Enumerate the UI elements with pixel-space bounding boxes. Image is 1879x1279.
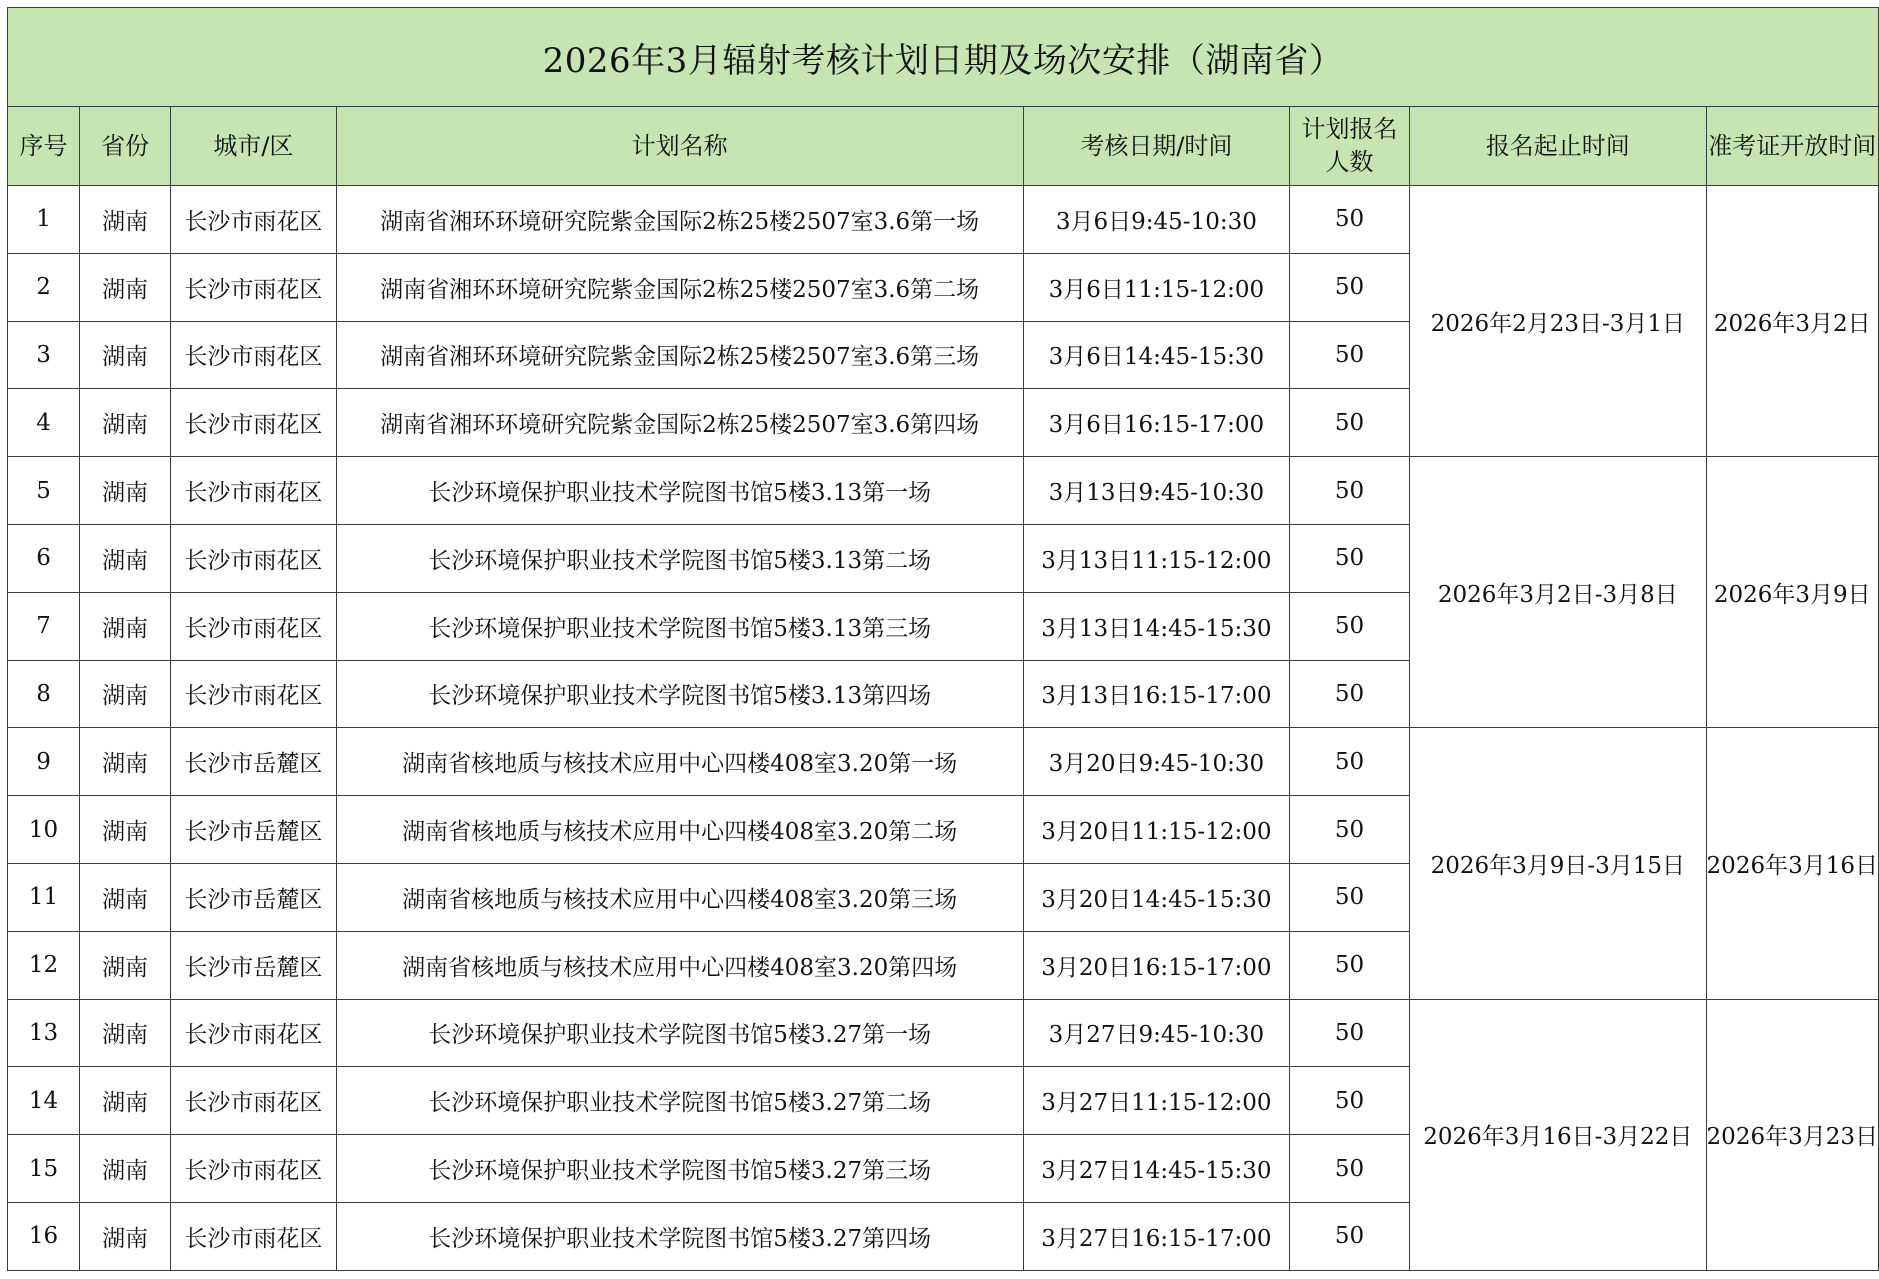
cell-province: 湖南 [80,796,171,864]
cell-city: 长沙市雨花区 [171,457,336,525]
cell-capacity: 50 [1290,999,1410,1067]
cell-city: 长沙市岳麓区 [171,728,336,796]
cell-capacity: 50 [1290,796,1410,864]
cell-city: 长沙市岳麓区 [171,863,336,931]
cell-city: 长沙市岳麓区 [171,796,336,864]
cell-exam-time: 3月20日14:45-15:30 [1023,863,1289,931]
cell-capacity: 50 [1290,660,1410,728]
header-exam-time: 考核日期/时间 [1023,107,1289,186]
cell-city: 长沙市雨花区 [171,660,336,728]
cell-plan-name: 湖南省湘环环境研究院紫金国际2栋25楼2507室3.6第一场 [336,186,1023,254]
cell-seq: 7 [8,592,80,660]
cell-exam-time: 3月27日11:15-12:00 [1023,1067,1289,1135]
cell-capacity: 50 [1290,253,1410,321]
cell-exam-time: 3月6日16:15-17:00 [1023,389,1289,457]
cell-province: 湖南 [80,1135,171,1203]
cell-plan-name: 湖南省核地质与核技术应用中心四楼408室3.20第四场 [336,931,1023,999]
header-registration-period: 报名起止时间 [1410,107,1706,186]
cell-province: 湖南 [80,728,171,796]
cell-exam-time: 3月27日16:15-17:00 [1023,1202,1289,1270]
cell-city: 长沙市岳麓区 [171,931,336,999]
cell-city: 长沙市雨花区 [171,592,336,660]
cell-plan-name: 长沙环境保护职业技术学院图书馆5楼3.27第二场 [336,1067,1023,1135]
header-plan-name: 计划名称 [336,107,1023,186]
cell-exam-time: 3月6日11:15-12:00 [1023,253,1289,321]
cell-province: 湖南 [80,321,171,389]
table-row [8,186,1879,254]
cell-province: 湖南 [80,457,171,525]
cell-city: 长沙市雨花区 [171,253,336,321]
cell-plan-name: 长沙环境保护职业技术学院图书馆5楼3.13第四场 [336,660,1023,728]
cell-plan-name: 长沙环境保护职业技术学院图书馆5楼3.13第三场 [336,592,1023,660]
header-row [8,107,1879,186]
cell-plan-name: 长沙环境保护职业技术学院图书馆5楼3.13第二场 [336,524,1023,592]
cell-province: 湖南 [80,592,171,660]
cell-admission-card-time: 2026年3月2日 [1706,186,1878,457]
table-title: 2026年3月辐射考核计划日期及场次安排（湖南省） [8,8,1879,107]
cell-exam-time: 3月13日11:15-12:00 [1023,524,1289,592]
cell-city: 长沙市雨花区 [171,186,336,254]
cell-admission-card-time: 2026年3月23日 [1706,999,1878,1270]
cell-plan-name: 湖南省湘环环境研究院紫金国际2栋25楼2507室3.6第二场 [336,253,1023,321]
cell-capacity: 50 [1290,1067,1410,1135]
cell-city: 长沙市雨花区 [171,1067,336,1135]
cell-plan-name: 长沙环境保护职业技术学院图书馆5楼3.27第三场 [336,1135,1023,1203]
cell-capacity: 50 [1290,1135,1410,1203]
cell-exam-time: 3月13日9:45-10:30 [1023,457,1289,525]
header-seq: 序号 [8,107,80,186]
cell-registration-period: 2026年3月2日-3月8日 [1410,457,1706,728]
cell-admission-card-time: 2026年3月9日 [1706,457,1878,728]
header-capacity: 计划报名人数 [1290,107,1410,186]
cell-capacity: 50 [1290,863,1410,931]
cell-seq: 1 [8,186,80,254]
cell-registration-period: 2026年3月16日-3月22日 [1410,999,1706,1270]
cell-city: 长沙市雨花区 [171,524,336,592]
cell-plan-name: 湖南省湘环环境研究院紫金国际2栋25楼2507室3.6第四场 [336,389,1023,457]
cell-exam-time: 3月27日14:45-15:30 [1023,1135,1289,1203]
cell-city: 长沙市雨花区 [171,321,336,389]
cell-exam-time: 3月20日16:15-17:00 [1023,931,1289,999]
cell-province: 湖南 [80,863,171,931]
cell-plan-name: 湖南省核地质与核技术应用中心四楼408室3.20第一场 [336,728,1023,796]
cell-plan-name: 湖南省核地质与核技术应用中心四楼408室3.20第三场 [336,863,1023,931]
table-row [8,999,1879,1067]
cell-capacity: 50 [1290,931,1410,999]
cell-seq: 4 [8,389,80,457]
cell-capacity: 50 [1290,524,1410,592]
cell-seq: 10 [8,796,80,864]
cell-exam-time: 3月13日14:45-15:30 [1023,592,1289,660]
cell-seq: 2 [8,253,80,321]
cell-province: 湖南 [80,999,171,1067]
cell-seq: 12 [8,931,80,999]
cell-exam-time: 3月27日9:45-10:30 [1023,999,1289,1067]
cell-plan-name: 长沙环境保护职业技术学院图书馆5楼3.27第四场 [336,1202,1023,1270]
cell-capacity: 50 [1290,1202,1410,1270]
cell-city: 长沙市雨花区 [171,1135,336,1203]
cell-registration-period: 2026年2月23日-3月1日 [1410,186,1706,457]
cell-capacity: 50 [1290,389,1410,457]
header-city: 城市/区 [171,107,336,186]
cell-plan-name: 湖南省湘环环境研究院紫金国际2栋25楼2507室3.6第三场 [336,321,1023,389]
cell-exam-time: 3月20日11:15-12:00 [1023,796,1289,864]
cell-seq: 8 [8,660,80,728]
cell-seq: 6 [8,524,80,592]
cell-province: 湖南 [80,660,171,728]
cell-exam-time: 3月6日9:45-10:30 [1023,186,1289,254]
cell-capacity: 50 [1290,592,1410,660]
cell-seq: 11 [8,863,80,931]
cell-exam-time: 3月20日9:45-10:30 [1023,728,1289,796]
exam-schedule-table [7,7,1879,1271]
cell-seq: 15 [8,1135,80,1203]
cell-seq: 14 [8,1067,80,1135]
cell-exam-time: 3月6日14:45-15:30 [1023,321,1289,389]
cell-province: 湖南 [80,186,171,254]
table-row [8,728,1879,796]
cell-city: 长沙市雨花区 [171,389,336,457]
cell-plan-name: 湖南省核地质与核技术应用中心四楼408室3.20第二场 [336,796,1023,864]
cell-plan-name: 长沙环境保护职业技术学院图书馆5楼3.27第一场 [336,999,1023,1067]
header-admission-card-time: 准考证开放时间 [1706,107,1878,186]
cell-province: 湖南 [80,389,171,457]
cell-capacity: 50 [1290,728,1410,796]
table-row [8,457,1879,525]
cell-seq: 9 [8,728,80,796]
cell-seq: 13 [8,999,80,1067]
cell-capacity: 50 [1290,186,1410,254]
cell-province: 湖南 [80,931,171,999]
table-body [8,186,1879,1271]
cell-plan-name: 长沙环境保护职业技术学院图书馆5楼3.13第一场 [336,457,1023,525]
cell-city: 长沙市雨花区 [171,1202,336,1270]
cell-exam-time: 3月13日16:15-17:00 [1023,660,1289,728]
header-province: 省份 [80,107,171,186]
cell-capacity: 50 [1290,457,1410,525]
cell-province: 湖南 [80,1067,171,1135]
cell-city: 长沙市雨花区 [171,999,336,1067]
cell-seq: 5 [8,457,80,525]
cell-province: 湖南 [80,524,171,592]
cell-capacity: 50 [1290,321,1410,389]
cell-seq: 16 [8,1202,80,1270]
cell-province: 湖南 [80,253,171,321]
cell-seq: 3 [8,321,80,389]
cell-registration-period: 2026年3月9日-3月15日 [1410,728,1706,999]
cell-admission-card-time: 2026年3月16日 [1706,728,1878,999]
cell-province: 湖南 [80,1202,171,1270]
